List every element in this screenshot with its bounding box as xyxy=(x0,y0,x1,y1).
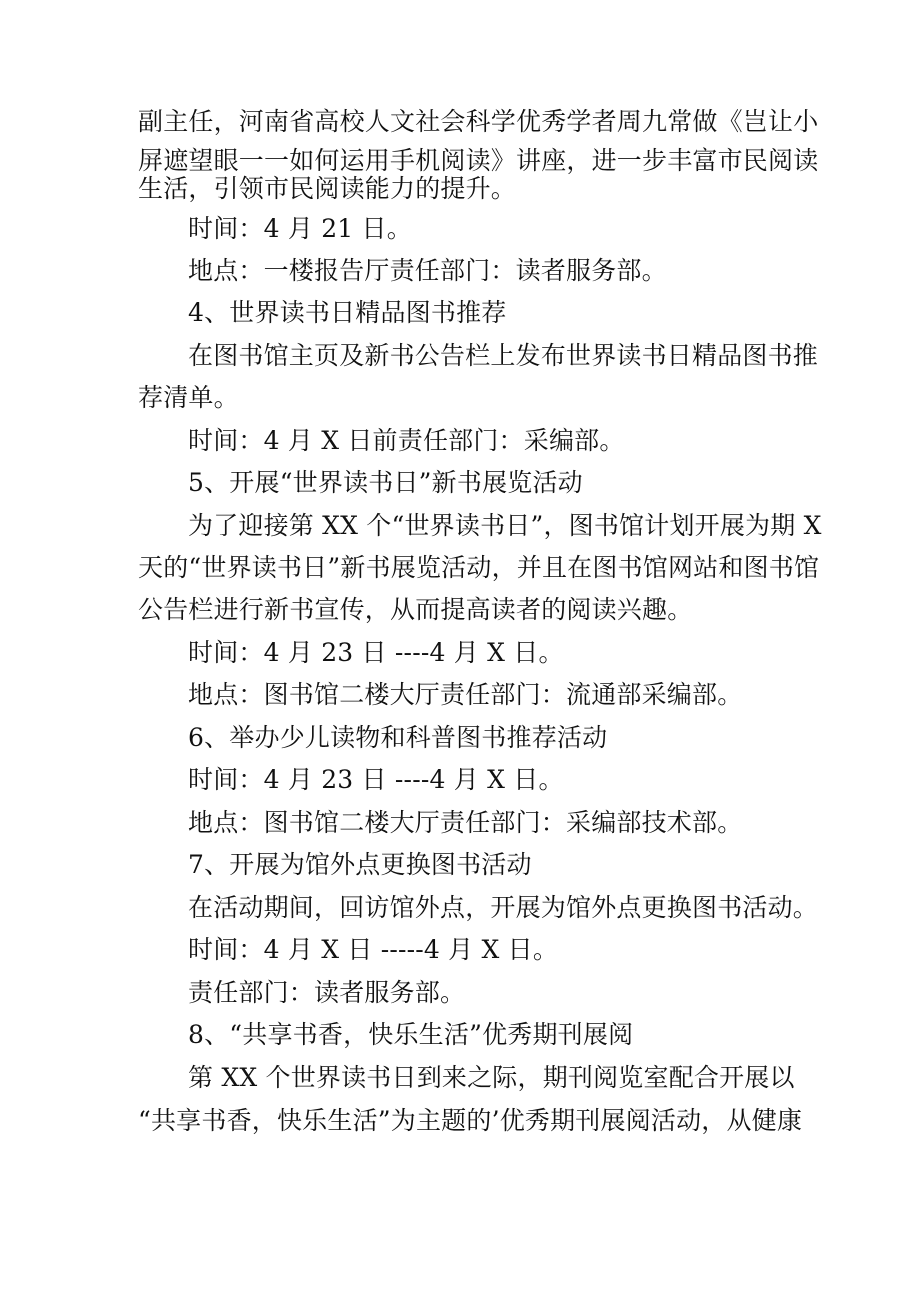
text-line: 责任部门：读者服务部。 xyxy=(188,978,466,1007)
text-line: 生活，引领市民阅读能力的提升。 xyxy=(138,174,517,203)
section-heading: 6、举办少儿读物和科普图书推荐活动 xyxy=(188,723,608,752)
text-line: 荐清单。 xyxy=(138,383,239,412)
text-line: 时间：4 月 23 日 ----4 月 X 日。 xyxy=(188,765,564,794)
text-line: 时间：4 月 X 日前责任部门：采编部。 xyxy=(188,426,625,455)
section-heading: 5、开展“世界读书日”新书展览活动 xyxy=(188,468,583,497)
text-line: 为了迎接第 XX 个“世界读书日”，图书馆计划开展为期 X xyxy=(188,511,822,540)
text-line: 公告栏进行新书宣传，从而提高读者的阅读兴趣。 xyxy=(138,595,693,624)
section-heading: 4、世界读书日精品图书推荐 xyxy=(188,298,507,327)
text-line: 时间：4 月 23 日 ----4 月 X 日。 xyxy=(188,638,564,667)
text-line: 在图书馆主页及新书公告栏上发布世界读书日精品图书推 xyxy=(188,341,819,370)
text-line: 天的“世界读书日”新书展览活动，并且在图书馆网站和图书馆 xyxy=(138,553,820,582)
text-line: 副主任，河南省高校人文社会科学优秀学者周九常做《岂让小 xyxy=(138,107,819,136)
text-line: 时间：4 月 21 日。 xyxy=(188,214,412,243)
text-line: 时间：4 月 X 日 -----4 月 X 日。 xyxy=(188,935,559,964)
section-heading: 7、开展为馆外点更换图书活动 xyxy=(188,850,532,879)
text-line: 地点：一楼报告厅责任部门：读者服务部。 xyxy=(188,256,667,285)
section-heading: 8、“共享书香，快乐生活”优秀期刊展阅 xyxy=(188,1020,634,1049)
text-line: 地点：图书馆二楼大厅责任部门：流通部采编部。 xyxy=(188,680,743,709)
text-line: 地点：图书馆二楼大厅责任部门：采编部技术部。 xyxy=(188,808,743,837)
text-line: “共享书香，快乐生活”为主题的’优秀期刊展阅活动，从健康 xyxy=(138,1106,803,1135)
text-line: 在活动期间，回访馆外点，开展为馆外点更换图书活动。 xyxy=(188,893,819,922)
text-line: 第 XX 个世界读书日到来之际，期刊阅览室配合开展以 xyxy=(188,1063,795,1092)
text-line: 屏遮望眼一一如何运用手机阅读》讲座，进一步丰富市民阅读 xyxy=(138,146,819,175)
